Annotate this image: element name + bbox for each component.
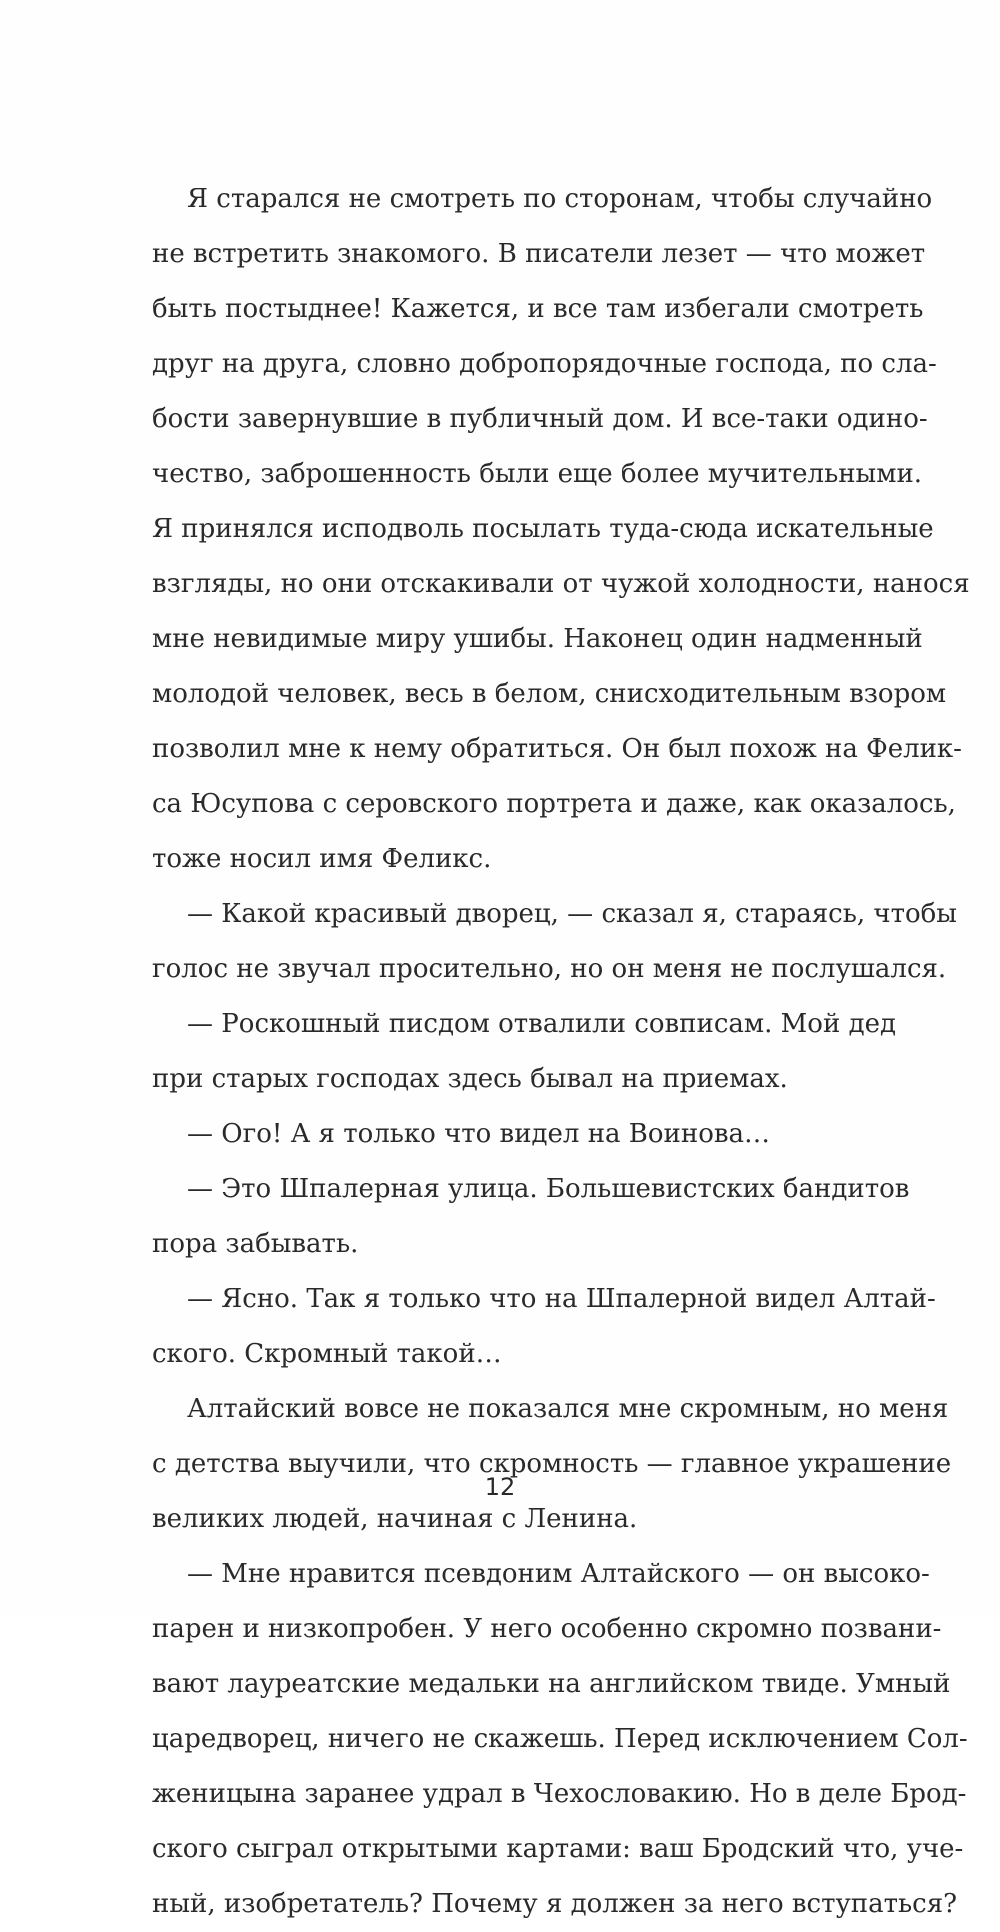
text-line: чество, заброшенность были еще более мучительными.: [152, 459, 923, 489]
text-line: — Ого! А я только что видел на Воинова…: [187, 1119, 771, 1149]
text-line: вают лауреатские медальки на английском твиде. Умный: [152, 1669, 951, 1699]
text-line: с детства выучили, что скромность — главное украшение: [152, 1449, 952, 1479]
text-line: мне невидимые миру ушибы. Наконец один надменный: [152, 624, 923, 654]
text-line: голос не звучал просительно, но он меня не послушался.: [152, 954, 947, 984]
text-line: — Это Шпалерная улица. Большевистских бандитов: [187, 1174, 910, 1204]
text-line: — Какой красивый дворец, — сказал я, стараясь, чтобы: [187, 899, 957, 929]
text-line: Я принялся исподволь посылать туда-сюда искательные: [152, 514, 934, 544]
text-line: тоже носил имя Феликс.: [152, 844, 492, 874]
text-line: друг на друга, словно добропорядочные господа, по сла-: [152, 349, 937, 379]
text-line: ный, изобретатель? Почему я должен за него вступаться?: [152, 1889, 958, 1919]
text-line: при старых господах здесь бывал на приемах.: [152, 1064, 788, 1094]
page-number: 12: [484, 1473, 516, 1501]
body-text: [152, 172, 970, 1932]
text-line: великих людей, начиная с Ленина.: [152, 1504, 638, 1534]
text-line: царедворец, ничего не скажешь. Перед исключением Сол-: [152, 1724, 968, 1754]
text-line: са Юсупова с серовского портрета и даже, как оказалось,: [152, 789, 956, 819]
text-line: — Роскошный писдом отвалили совписам. Мой дед: [187, 1009, 896, 1039]
text-line: молодой человек, весь в белом, снисходительным взором: [152, 679, 947, 709]
text-line: — Мне нравится псевдоним Алтайского — он высоко-: [187, 1559, 930, 1589]
text-line: женицына заранее удрал в Чехословакию. Но в деле Брод-: [152, 1779, 967, 1809]
text-line: ского. Скромный такой…: [152, 1339, 502, 1369]
text-line: Я старался не смотреть по сторонам, чтобы случайно: [187, 184, 933, 214]
text-line: быть постыднее! Кажется, и все там избегали смотреть: [152, 294, 924, 324]
text-line: взгляды, но они отскакивали от чужой холодности, нанося: [152, 569, 970, 599]
text-line: не встретить знакомого. В писатели лезет — что может: [152, 239, 926, 269]
text-line: ского сыграл открытыми картами: ваш Бродский что, уче-: [152, 1834, 964, 1864]
text-line: позволил мне к нему обратиться. Он был похож на Фелик-: [152, 734, 962, 764]
text-line: — Ясно. Так я только что на Шпалерной видел Алтай-: [187, 1284, 936, 1314]
text-line: пора забывать.: [152, 1229, 359, 1259]
text-line: бости завернувшие в публичный дом. И все-таки одино-: [152, 404, 928, 434]
text-line: парен и низкопробен. У него особенно скромно позвани-: [152, 1614, 942, 1644]
text-line: Алтайский вовсе не показался мне скромным, но меня: [187, 1394, 949, 1424]
